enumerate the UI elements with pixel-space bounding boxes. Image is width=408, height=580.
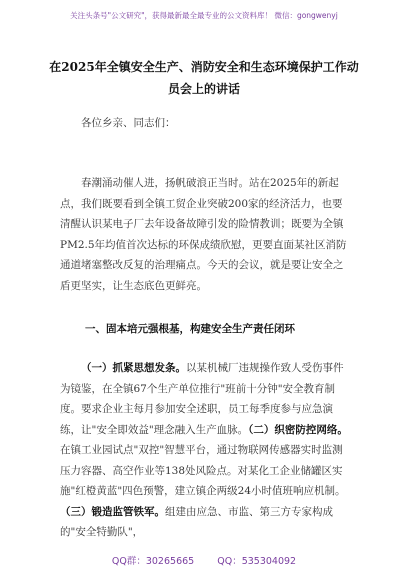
intro-paragraph bbox=[60, 173, 350, 296]
document-title bbox=[48, 56, 360, 100]
subheading-3: （三）锻造监管铁军。 bbox=[60, 505, 165, 518]
title-line-2: 员会上的讲话 bbox=[167, 82, 240, 96]
footer-qq-group: QQ群：30265665 bbox=[111, 556, 195, 567]
footer-qq: QQ：535304092 bbox=[217, 556, 297, 567]
greeting-text: 各位乡亲、同志们： bbox=[81, 117, 176, 129]
intro-paragraph-text: 春潮涌动催人进，扬帆破浪正当时。站在2025年的新起点，我们既要看到全镇工贸企业突破200家的经济活力，也要清醒认识某电子厂去年设备故障引发的险情教训；既要为全镇PM2.5年均值首次达标的环保成绩欣慰，更要直面某社区消防通道堵塞整改反复的治理痛点。今天的会议，就是要让安全之盾更坚实，让生态底色更鲜亮。 bbox=[60, 177, 347, 292]
subsection-3-text: 组建由应急、市监、第三方专家构成的"安全特勤队"， bbox=[60, 505, 333, 538]
section-1-paragraph bbox=[60, 358, 350, 543]
section-heading-1: 一、固本培元强根基，构建安全生产责任闭环 bbox=[85, 323, 295, 335]
greeting bbox=[60, 113, 350, 134]
footer bbox=[0, 553, 408, 567]
title-line-1: 在2025年全镇安全生产、消防安全和生态环境保护工作动 bbox=[49, 60, 359, 74]
top-banner: 关注头条号"公文研究"，获得最新最全最专业的公文资料库！ 微信：gongwenyj bbox=[70, 11, 338, 20]
subsection-2-text: 在镇工业园试点"双控"智慧平台，通过物联网传感器实时监测压力容器、高空作业等138处风险点。对某化工企业储罐区实施"红橙黄蓝"四色预警，建立镇企两级24小时值班响应机制。 bbox=[60, 444, 346, 497]
subsection-1-text: 以某机械厂违规操作致人受伤事件为镜鉴，在全镇67个生产单位推行"班前十分钟"安全教育制度。要求企业主每月参加安全述职，员工每季度参与应急演练，让"安全即效益"理念融入生产血脉。 bbox=[60, 362, 344, 436]
subheading-2: （二）织密防控网络。 bbox=[248, 423, 348, 436]
subheading-1: （一）抓紧思想发条。 bbox=[81, 362, 186, 374]
